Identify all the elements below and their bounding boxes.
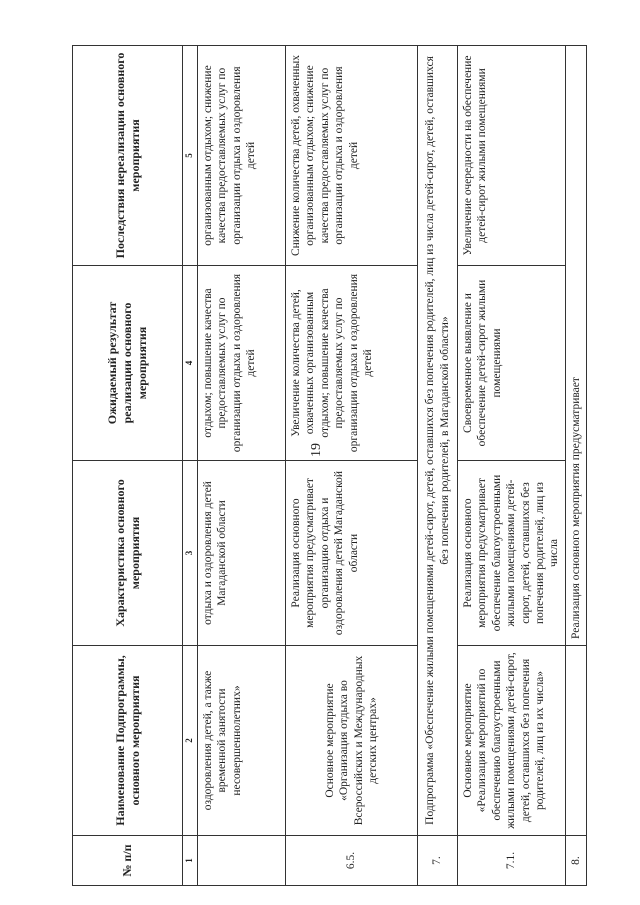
column-number: 4: [183, 266, 198, 461]
header-result: Ожидаемый результат реализации основного мероприятия: [73, 266, 183, 461]
table-row: [418, 46, 458, 886]
header-consequence: Последствия нереализации основного мероприятия: [73, 46, 183, 266]
document-sheet: [72, 46, 582, 886]
column-number: 2: [183, 646, 198, 836]
table-row: [565, 46, 586, 886]
measure-consequence: Увеличение очередности на обеспечение детей-сирот жилыми помещениями: [458, 46, 566, 266]
measures-table: [72, 45, 587, 886]
measure-characteristic: отдыха и оздоровления детей Магаданской области: [198, 461, 286, 646]
measure-characteristic: Реализация основного мероприятия предусматривает организацию отдыха и оздоровления детей Магаданской области: [286, 461, 418, 646]
page-number: 19: [309, 443, 324, 457]
row-number: 7.: [418, 836, 458, 886]
row-number: 7.1.: [458, 836, 566, 886]
measure-result: отдыхом; повышение качества предоставляемых услуг по организации отдыха и оздоровления детей: [198, 266, 286, 461]
column-number: 1: [183, 836, 198, 886]
measure-result: Своевременное выявление и обеспечение детей-сирот жилыми помещениями: [458, 266, 566, 461]
header-characteristic: Характеристика основного мероприятия: [73, 461, 183, 646]
table-header-row: [73, 46, 183, 886]
header-number: № п/п: [73, 836, 183, 886]
measure-consequence: Снижение количества детей, охваченных организованным отдыхом; снижение качества предоставляемых услуг по организации отдыха и оздоровления детей: [286, 46, 418, 266]
row-number: [198, 836, 286, 886]
table-row: [286, 46, 418, 886]
measure-name: Основное мероприятие «Реализация мероприятий по обеспечению благоустроенными жилыми помещениями детей-сирот, детей, оставшихся без попечения родителей, лиц из их числа»: [458, 646, 566, 836]
measure-result: Увеличение количества детей, охваченных организованным отдыхом; повышение качества предоставляемых услуг по организации отдыха и оздоровления детей: [286, 266, 418, 461]
column-number: 5: [183, 46, 198, 266]
measure-name: Основное мероприятие «Организация отдыха во Всероссийских и Международных детских центрах»: [286, 646, 418, 836]
row-number: 8.: [565, 836, 586, 886]
header-name: Наименование Подпрограммы, основного мероприятия: [73, 646, 183, 836]
measure-consequence: организованным отдыхом; снижение качества предоставляемых услуг по организации отдыха и оздоровления детей: [198, 46, 286, 266]
column-number-row: [183, 46, 198, 886]
subprogram-title: Подпрограмма «Обеспечение жилыми помещениями детей-сирот, детей, оставшихся без попечения родителей, лиц из числа детей-сирот, детей, оставшихся без попечения родителей, в Магаданской области»: [418, 46, 458, 836]
measure-characteristic: Реализация основного мероприятия предусматривает обеспечение благоустроенными жилыми помещениями детей-сирот, детей, оставшихся без попечения родителей, лиц из числа: [458, 461, 566, 646]
table-row: [458, 46, 566, 886]
column-number: 3: [183, 461, 198, 646]
table-row: [198, 46, 286, 886]
row-number: 6.5.: [286, 836, 418, 886]
row-8-text: Реализация основного мероприятия предусматривает: [565, 46, 586, 646]
measure-name: оздоровления детей, а также временной занятости несовершеннолетних»: [198, 646, 286, 836]
